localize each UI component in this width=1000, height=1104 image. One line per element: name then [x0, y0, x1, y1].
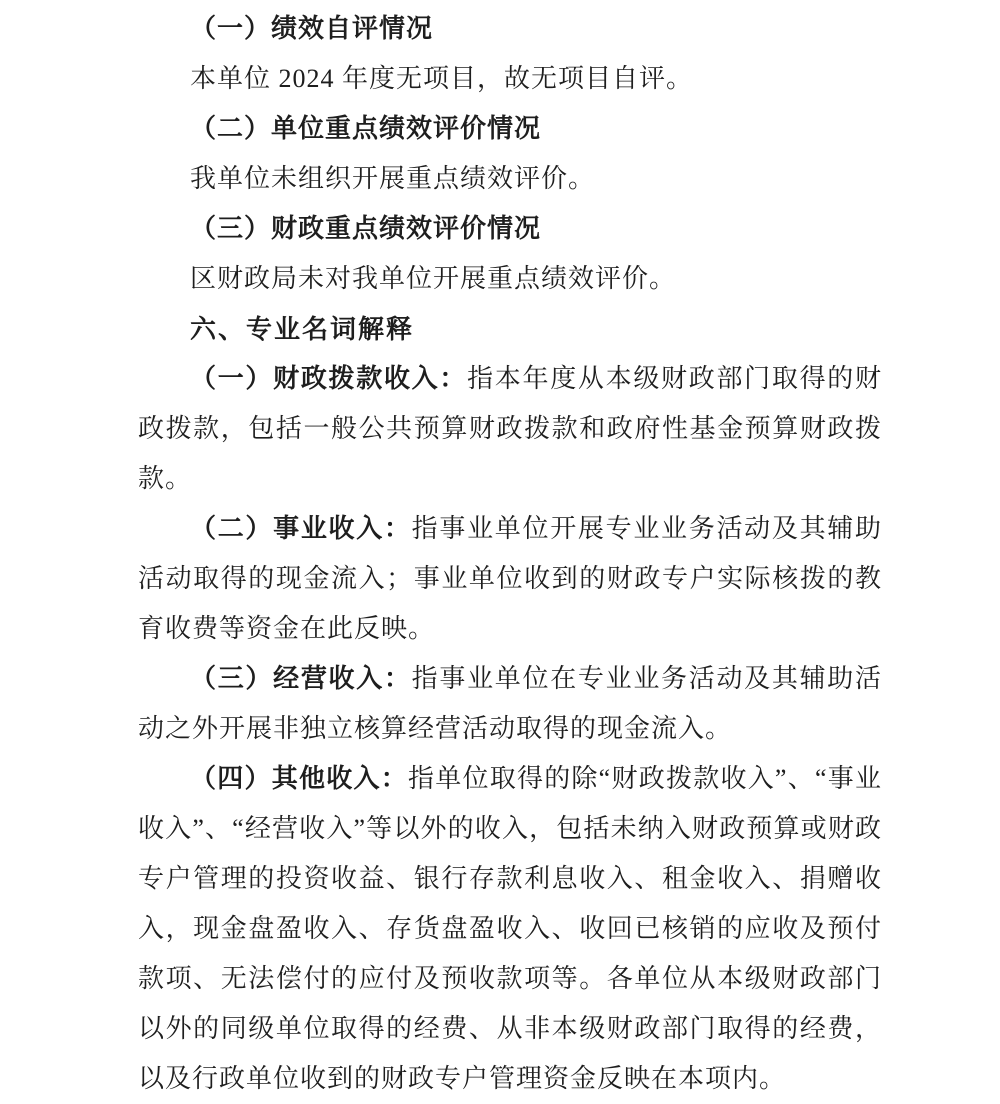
para-performance-self-evaluation: 本单位 2024 年度无项目，故无项目自评。: [190, 64, 694, 93]
subheading-finance-key-evaluation: （三）财政重点绩效评价情况: [190, 214, 542, 243]
para-unit-key-evaluation: 我单位未组织开展重点绩效评价。: [190, 164, 596, 193]
subheading-performance-self-evaluation: （一）绩效自评情况: [190, 14, 434, 43]
definition-term-operating-income: （三）经营收入：: [190, 664, 412, 693]
subheading-unit-key-evaluation: （二）单位重点绩效评价情况: [190, 114, 542, 143]
definition-term-fiscal-appropriation-income: （一）财政拨款收入：: [190, 364, 468, 393]
definition-text-other-income: 指单位取得的除“财政拨款收入”、“事业收入”、“经营收入”等以外的收入，包括未纳入财政预算或财政专户管理的投资收益、银行存款利息收入、租金收入、捐赠收入，现金盘盈收入、存货盘盈收入、收回已核销的应收及预付款项、无法偿付的应付及预收款项等。各单位从本级财政部门以外的同级单位取得的经费、从非本级财政部门取得的经费，以及行政单位收到的财政专户管理资金反映在本项内。: [138, 764, 882, 1093]
definition-term-institutional-income: （二）事业收入：: [190, 514, 412, 543]
definition-operating-income: [138, 654, 882, 754]
definition-institutional-income: [138, 504, 882, 654]
section-heading-terminology: 六、专业名词解释: [190, 314, 415, 344]
definition-text-operating-income: 指事业单位在专业业务活动及其辅助活动之外开展非独立核算经营活动取得的现金流入。: [138, 664, 882, 743]
definition-text-fiscal-appropriation-income: 指本年度从本级财政部门取得的财政拨款，包括一般公共预算财政拨款和政府性基金预算财政拨款。: [138, 364, 882, 493]
definition-other-income: [138, 754, 882, 1104]
definition-term-other-income: （四）其他收入：: [190, 764, 408, 793]
definition-text-institutional-income: 指事业单位开展专业业务活动及其辅助活动取得的现金流入；事业单位收到的财政专户实际核拨的教育收费等资金在此反映。: [138, 514, 882, 643]
definition-fiscal-appropriation-income: [138, 354, 882, 504]
para-finance-key-evaluation: 区财政局未对我单位开展重点绩效评价。: [190, 264, 677, 293]
